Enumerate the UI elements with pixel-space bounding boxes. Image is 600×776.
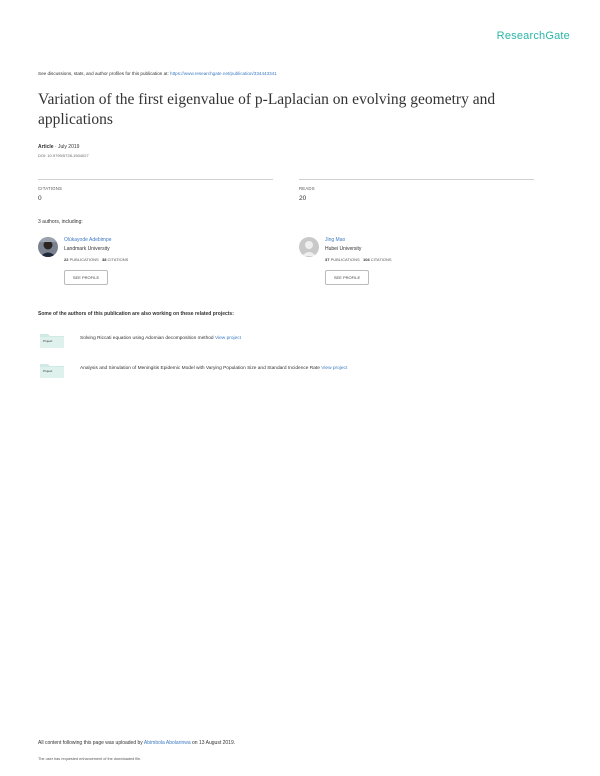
publication-url-link[interactable]: https://www.researchgate.net/publication/334443341 [170, 71, 277, 76]
divider [38, 179, 273, 180]
paper-date: · July 2019 [54, 144, 80, 150]
authors-heading: 3 authors, including: [38, 219, 83, 225]
paper-meta [38, 144, 79, 150]
view-project-link[interactable]: View project [214, 336, 241, 341]
project-folder-label: Project [43, 369, 53, 373]
project-title: Analysis and Simulation of Meningitis Epidemic Model with Varying Population Size and Standard Incidence Rate [80, 366, 320, 371]
project-item [80, 336, 241, 341]
paper-doi: DOI: 10.9790/5728-1504027 [38, 153, 89, 158]
author-institution: Hubei University [325, 246, 362, 252]
citations-value: 0 [38, 195, 42, 202]
project-folder-label: Project [43, 339, 53, 343]
see-profile-button[interactable]: SEE PROFILE [325, 270, 369, 285]
upload-prefix: All content following this page was uploaded by [38, 740, 143, 746]
divider [299, 179, 534, 180]
enhancement-note: The user has requested enhancement of the downloaded file. [38, 757, 142, 761]
publication-count: 37 [325, 257, 330, 262]
view-project-link[interactable]: View project [321, 366, 348, 371]
publication-count: 22 [64, 257, 69, 262]
citations-label: CITATIONS [38, 186, 63, 191]
paper-title: Variation of the first eigenvalue of p-Laplacian on evolving geometry and applications [38, 91, 496, 128]
avatar[interactable] [38, 237, 58, 257]
author-name[interactable]: Olúkayode Adebimpe [64, 237, 112, 243]
citations-label: CITATIONS [107, 257, 129, 262]
author-institution: Landmark University [64, 246, 110, 252]
publications-label: PUBLICATIONS [69, 257, 99, 262]
project-title: Solving Riccati equation using Adomian decomposition method [80, 336, 214, 341]
researchgate-logo[interactable]: ResearchGate [496, 30, 570, 42]
see-discussions-label: See discussions, stats, and author profiles for this publication at: [38, 71, 169, 76]
reads-label: READS [299, 186, 315, 191]
citations-label: CITATIONS [370, 257, 392, 262]
upload-suffix: on 13 August 2019. [192, 740, 236, 746]
citation-count: 104 [362, 257, 370, 262]
author-name[interactable]: Jing Mao [325, 237, 346, 243]
publications-label: PUBLICATIONS [330, 257, 360, 262]
see-discussions-text [38, 71, 277, 76]
project-item [80, 366, 347, 371]
author-stats [64, 257, 128, 262]
reads-value: 20 [299, 195, 307, 202]
upload-notice [38, 740, 235, 746]
uploader-link[interactable]: Abimbola Abolarinwa [143, 740, 191, 746]
paper-type: Article [38, 144, 54, 150]
author-stats [325, 257, 392, 262]
related-projects-heading: Some of the authors of this publication are also working on these related projects: [38, 311, 234, 317]
see-profile-button[interactable]: SEE PROFILE [64, 270, 108, 285]
avatar[interactable] [299, 237, 319, 257]
citation-count: 38 [101, 257, 107, 262]
